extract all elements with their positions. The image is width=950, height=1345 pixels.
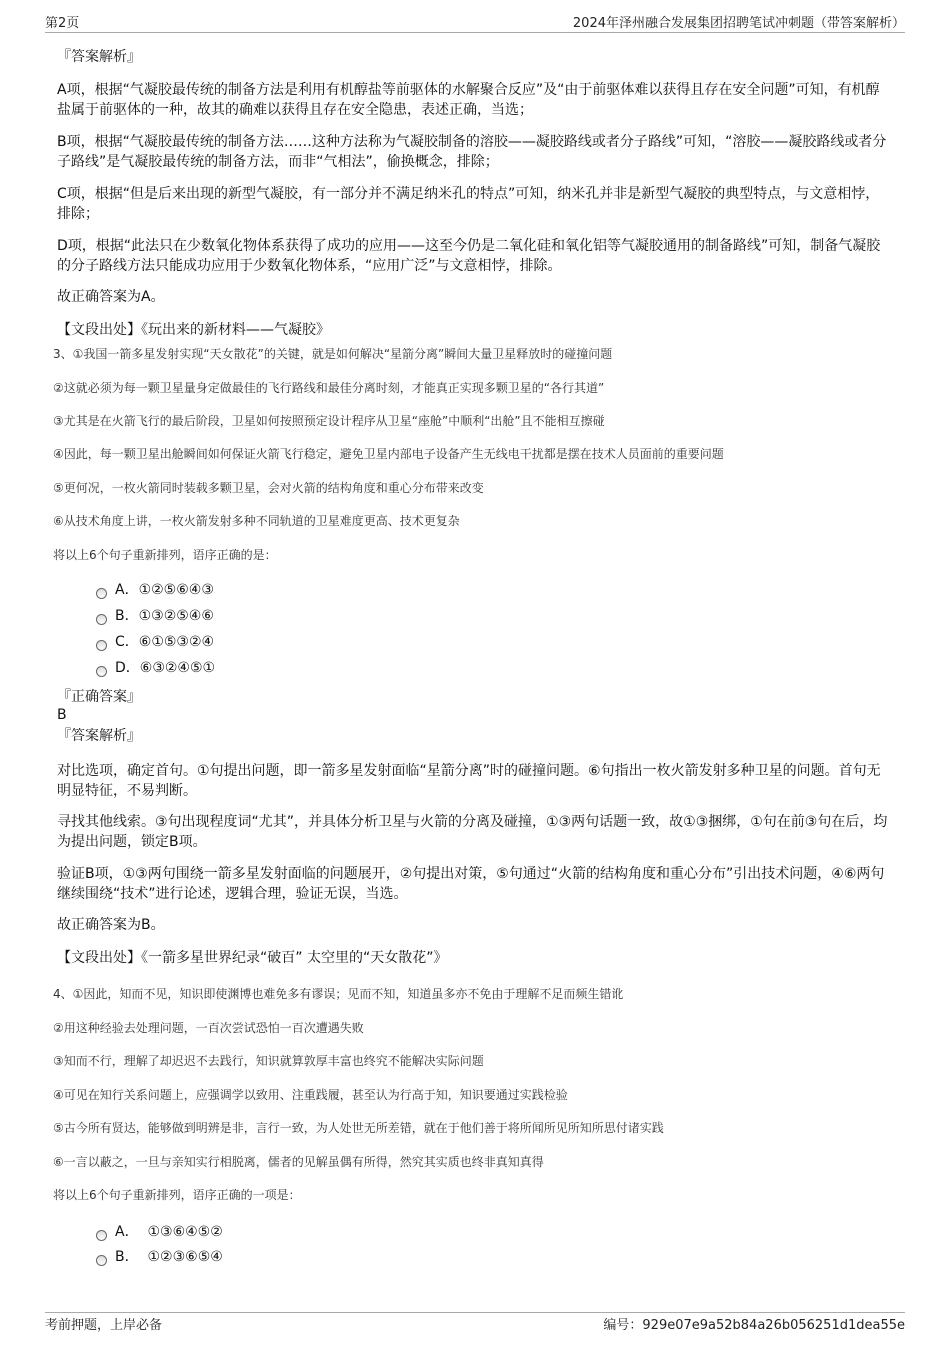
option-label: D．⑥③②④⑤①: [115, 660, 216, 676]
question-sentence: 4、①因此，知而不见，知识即使渊博也难免多有谬误；见而不知，知道虽多亦不免由于理解不足而频生错讹: [53, 987, 624, 1001]
option-label: A． ①③⑥④⑤②: [115, 1224, 223, 1240]
option-label: B．①③②⑤④⑥: [115, 608, 214, 624]
correct-answer: B: [57, 707, 67, 723]
option-a[interactable]: [96, 1222, 223, 1242]
radio-icon[interactable]: [96, 1230, 107, 1241]
option-c[interactable]: [96, 632, 214, 652]
analysis-paragraph: 验证B项，①③两句围绕一箭多星发射面临的问题展开，②句提出对策，⑤句通过“火箭的结构角度和重心分布”引出技术问题，④⑥两句继续围绕“技术”进行论述，逻辑合理，验证无误，当选。: [57, 866, 885, 902]
radio-icon[interactable]: [96, 614, 107, 625]
option-b[interactable]: [96, 1247, 223, 1267]
source-citation: 【文段出处】《一箭多星世界纪录“破百” 太空里的“天女散花”》: [57, 950, 448, 966]
analysis-heading: 『答案解析』: [57, 49, 141, 65]
question-prompt: 将以上6个句子重新排列，语序正确的一项是：: [53, 1188, 301, 1202]
question-sentence: 3、①我国一箭多星发射实现“天女散花”的关键，就是如何解决“星箭分离”瞬间大量卫星释放时的碰撞问题: [53, 347, 613, 361]
question-sentence: ④因此，每一颗卫星出舱瞬间如何保证火箭飞行稳定，避免卫星内部电子设备产生无线电干扰都是摆在技术人员面前的重要问题: [53, 447, 724, 461]
header-divider: [45, 32, 905, 33]
analysis-paragraph: B项，根据“气凝胶最传统的制备方法……这种方法称为气凝胶制备的溶胶——凝胶路线或者分子路线”可知，“溶胶——凝胶路线或者分子路线”是气凝胶最传统的制备方法，而非“气相法”，偷换概念，排除；: [57, 134, 887, 170]
question-sentence: ⑥一言以蔽之，一旦与亲知实行相脱离，儒者的见解虽偶有所得，然究其实质也终非真知真得: [53, 1155, 544, 1169]
correct-answer-heading: 『正确答案』: [57, 689, 141, 705]
footer-divider: [45, 1312, 905, 1313]
option-label: A．①②⑤⑥④③: [115, 582, 214, 598]
question-sentence: ②用这种经验去处理问题，一百次尝试恐怕一百次遭遇失败: [53, 1021, 364, 1035]
page-number: 第2页: [45, 16, 80, 31]
option-d[interactable]: [96, 658, 215, 678]
option-label: C．⑥①⑤③②④: [115, 634, 215, 650]
document-id: 编号：929e07e9a52b84a26b056251d1dea55e: [603, 1318, 905, 1333]
radio-icon[interactable]: [96, 588, 107, 599]
radio-icon[interactable]: [96, 640, 107, 651]
analysis-paragraph: C项，根据“但是后来出现的新型气凝胶，有一部分并不满足纳米孔的特点”可知，纳米孔并非是新型气凝胶的典型特点，与文意相悖，排除；: [57, 186, 880, 222]
option-b[interactable]: [96, 606, 214, 626]
question-sentence: ③知而不行，理解了却迟迟不去践行，知识就算敦厚丰富也终究不能解决实际问题: [53, 1054, 484, 1068]
source-citation: 【文段出处】《玩出来的新材料——气凝胶》: [57, 322, 330, 338]
document-title: 2024年泽州融合发展集团招聘笔试冲刺题（带答案解析）: [572, 16, 905, 31]
question-sentence: ⑤古今所有贤达，能够做到明辨是非，言行一致，为人处世无所差错，就在于他们善于将所闻所见所知所思付诸实践: [53, 1121, 664, 1135]
answer-conclusion: 故正确答案为B。: [57, 917, 165, 933]
option-label: B． ①②③⑥⑤④: [115, 1249, 223, 1265]
question-sentence: ②这就必须为每一颗卫星量身定做最佳的飞行路线和最佳分离时刻，才能真正实现多颗卫星的“各行其道”: [53, 381, 605, 395]
analysis-paragraph: 寻找其他线索。③句出现程度词“尤其”，并具体分析卫星与火箭的分离及碰撞，①③两句话题一致，故①③捆绑，①句在前③句在后，均为提出问题，锁定B项。: [57, 814, 888, 850]
question-sentence: ③尤其是在火箭飞行的最后阶段，卫星如何按照预定设计程序从卫星“座舱”中顺利“出舱”且不能相互擦碰: [53, 414, 605, 428]
option-a[interactable]: [96, 580, 214, 600]
radio-icon[interactable]: [96, 666, 107, 677]
question-sentence: ④可见在知行关系问题上，应强调学以致用、注重践履，甚至认为行高于知，知识要通过实践检验: [53, 1088, 568, 1102]
analysis-heading: 『答案解析』: [57, 728, 141, 744]
analysis-paragraph: D项，根据“此法只在少数氧化物体系获得了成功的应用——这至今仍是二氧化硅和氧化铝等气凝胶通用的制备路线”可知，制备气凝胶的分子路线方法只能成功应用于少数氧化物体系，“应用广泛”与文意相悖，排除。: [57, 238, 881, 274]
radio-icon[interactable]: [96, 1255, 107, 1266]
answer-conclusion: 故正确答案为A。: [57, 289, 165, 305]
analysis-paragraph: A项，根据“气凝胶最传统的制备方法是利用有机醇盐等前驱体的水解聚合反应”及“由于前驱体难以获得且存在安全问题”可知，有机醇盐属于前驱体的一种，故其的确难以获得且存在安全隐患，表述正确，当选；: [57, 82, 880, 118]
footer-slogan: 考前押题，上岸必备: [45, 1318, 163, 1333]
question-prompt: 将以上6个句子重新排列，语序正确的是：: [53, 548, 277, 562]
question-sentence: ⑤更何况，一枚火箭同时装载多颗卫星，会对火箭的结构角度和重心分布带来改变: [53, 481, 484, 495]
question-sentence: ⑥从技术角度上讲，一枚火箭发射多种不同轨道的卫星难度更高、技术更复杂: [53, 514, 460, 528]
analysis-paragraph: 对比选项，确定首句。①句提出问题，即一箭多星发射面临“星箭分离”时的碰撞问题。⑥句指出一枚火箭发射多种卫星的问题。首句无明显特征，不易判断。: [57, 763, 881, 799]
